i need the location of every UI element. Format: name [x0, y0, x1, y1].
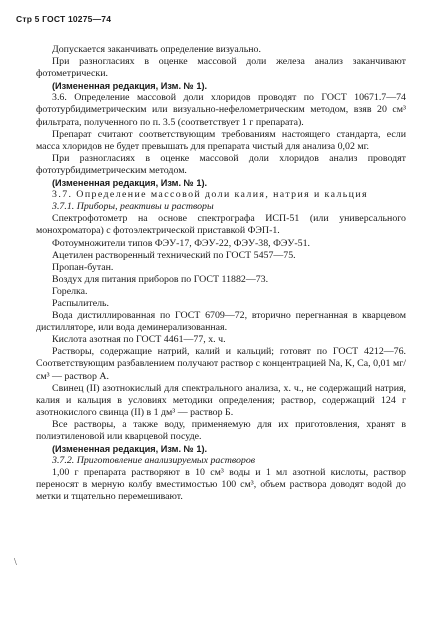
list-item: Воздух для питания приборов по ГОСТ 11882—73.: [52, 273, 269, 285]
section-3-7-heading: 3.7. Определение массовой доли калия, натрия и кальция: [52, 189, 368, 201]
paragraph: Свинец (II) азотнокислый для спектрального анализа, х. ч., не содержащий натрия, калия и кальция в условиях методики определения; раствор, содержащий 124 г азотнокислого свинца (II) в 1 дм³ — раствор Б.: [36, 382, 406, 418]
paragraph: 1,00 г препарата растворяют в 10 см³ воды и 1 мл азотной кислоты, раствор переносят в мерную колбу вместимостью 100 см³, объем раствора доводят водой до метки и тщательно перемешивают.: [36, 467, 406, 503]
list-item: Распылитель.: [52, 297, 109, 309]
list-item: Фотоумножители типов ФЭУ-17, ФЭУ-22, ФЭУ-38, ФЭУ-51.: [52, 237, 311, 249]
section-3-6: 3.6. Определение массовой доли хлоридов проводят по ГОСТ 10671.7—74 фототурбидиметрическим или визуально-нефелометрическим методом, взяв 20 см³ фильтрата, полученного по п. 3.5 (соответствует 1 г препарата).: [36, 92, 406, 128]
amendment-note: (Измененная редакция, Изм. № 1).: [52, 81, 208, 92]
list-item: Ацетилен растворенный технический по ГОСТ 5457—75.: [52, 249, 296, 261]
paragraph: При разногласиях в оценке массовой доли железа анализ заканчивают фотометрически.: [36, 56, 406, 80]
list-item: Горелка.: [52, 285, 88, 297]
subsection-3-7-1-heading: 3.7.1. Приборы, реактивы и растворы: [52, 201, 214, 213]
document-body: [36, 44, 406, 504]
list-item: Пропан-бутан.: [52, 261, 114, 273]
margin-mark: \: [14, 557, 17, 568]
list-item: Вода дистиллированная по ГОСТ 6709—72, вторично перегнанная в кварцевом дистилляторе, или вода деминерализованная.: [36, 310, 406, 334]
list-item: Спектрофотометр на основе спектрографа ИСП-51 (или универсального монохроматора) с фотоэлектрической приставкой ФЭП-1.: [36, 213, 406, 237]
subsection-3-7-2-heading: 3.7.2. Приготовление анализируемых растворов: [52, 455, 256, 467]
paragraph: При разногласиях в оценке массовой доли хлоридов анализ проводят фототурбидиметрическим методом.: [36, 152, 406, 176]
amendment-note: (Измененная редакция, Изм. № 1).: [52, 178, 208, 189]
paragraph: Все растворы, а также воду, применяемую для их приготовления, хранят в полиэтиленовой или кварцевой посуде.: [36, 418, 406, 442]
paragraph: Растворы, содержащие натрий, калий и кальций; готовят по ГОСТ 4212—76. Соответствующим разбавлением получают раствор с концентрацией Na, K, Ca, 0,01 мг/см³ — раствор А.: [36, 346, 406, 382]
paragraph: Допускается заканчивать определение визуально.: [52, 44, 261, 55]
amendment-note: (Измененная редакция, Изм. № 1).: [52, 444, 208, 455]
list-item: Кислота азотная по ГОСТ 4461—77, х. ч.: [52, 334, 226, 346]
paragraph: Препарат считают соответствующим требованиям настоящего стандарта, если масса хлоридов не будет превышать для препарата чистый для анализа 0,02 мг.: [36, 128, 406, 152]
page-header: Стр 5 ГОСТ 10275—74: [16, 14, 112, 24]
